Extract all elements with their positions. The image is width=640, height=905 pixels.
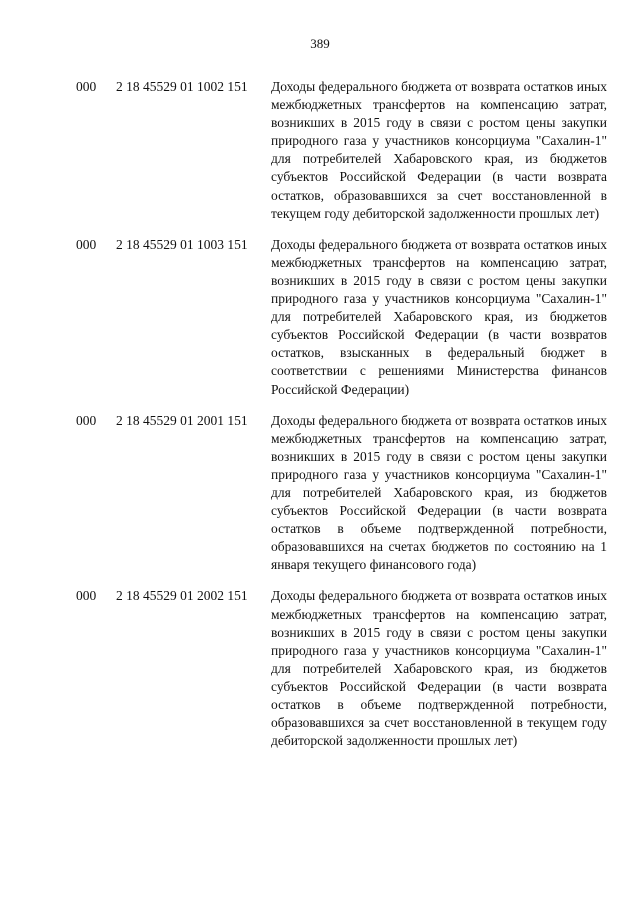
budget-classification-code: 2 18 45529 01 2001 151 xyxy=(116,412,248,428)
budget-entry xyxy=(0,236,640,399)
budget-classification-code: 2 18 45529 01 2002 151 xyxy=(116,588,248,604)
budget-entry xyxy=(0,412,640,575)
budget-entry xyxy=(0,78,640,223)
budget-classification-code: 2 18 45529 01 1002 151 xyxy=(116,79,248,94)
budget-entry xyxy=(0,587,640,750)
revenue-description: Доходы федерального бюджета от возврата остатков иных межбюджетных трансфертов на компенсацию затрат, возникших в 2015 году в связи с ростом цены закупки природного газа у участников консорциума "Сахалин-1" для потребителей Хабаровского края, из бюджетов субъектов Российской Федерации (в части возврата остатков, образовавшихся за счет восстановленной в текущем году дебиторской задолженности прошлых лет) xyxy=(271,79,607,221)
revenue-description: Доходы федерального бюджета от возврата остатков иных межбюджетных трансфертов на компенсацию затрат, возникших в 2015 году в связи с ростом цены закупки природного газа у участников консорциума "Сахалин-1" для потребителей Хабаровского края, из бюджетов субъектов Российской Федерации (в части возврата остатков в объеме подтвержденной потребности, образовавшихся на счетах бюджетов по состоянию на 1 января текущего финансового года) xyxy=(271,412,607,573)
admin-code: 000 xyxy=(76,588,97,604)
budget-code-list xyxy=(0,78,640,763)
page-number: 389 xyxy=(310,36,330,51)
admin-code: 000 xyxy=(76,236,97,252)
revenue-description: Доходы федерального бюджета от возврата остатков иных межбюджетных трансфертов на компенсацию затрат, возникших в 2015 году в связи с ростом цены закупки природного газа у участников консорциума "Сахалин-1" для потребителей Хабаровского края, из бюджетов субъектов Российской Федерации (в части возврата остатков в объеме подтвержденной потребности, образовавшихся за счет восстановленной в текущем году дебиторской задолженности прошлых лет) xyxy=(271,588,607,749)
admin-code: 000 xyxy=(76,412,97,428)
revenue-description: Доходы федерального бюджета от возврата остатков иных межбюджетных трансфертов на компенсацию затрат, возникших в 2015 году в связи с ростом цены закупки природного газа у участников консорциума "Сахалин-1" для потребителей Хабаровского края, из бюджетов субъектов Российской Федерации (в части возвратов остатков, взысканных в федеральный бюджет в соответствии с решениями Министерства финансов Российской Федерации) xyxy=(271,236,607,397)
budget-classification-code: 2 18 45529 01 1003 151 xyxy=(116,236,248,252)
admin-code: 000 xyxy=(76,79,97,94)
